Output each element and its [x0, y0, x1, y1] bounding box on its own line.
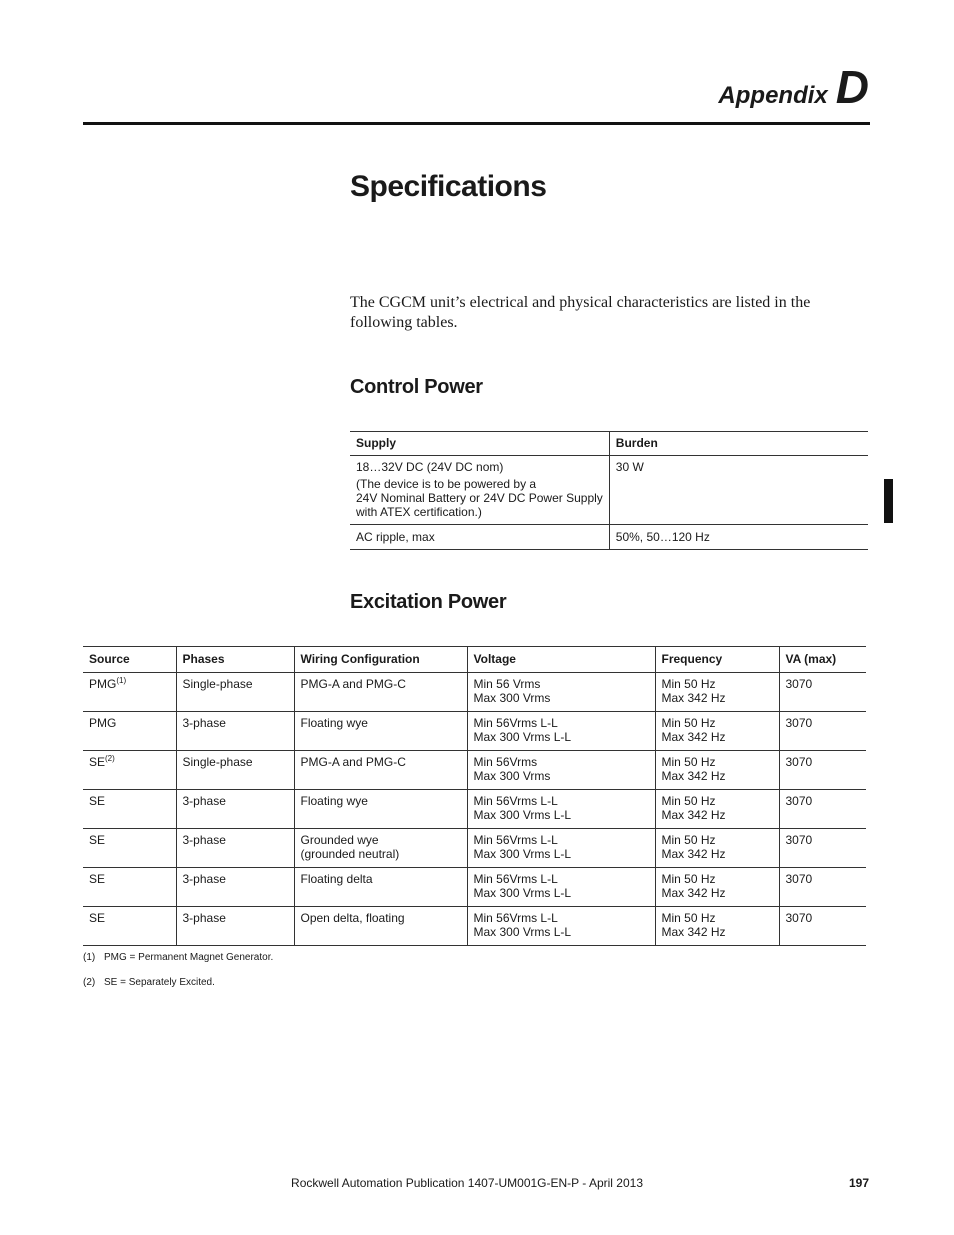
source-cell	[83, 751, 176, 790]
source-cell	[83, 673, 176, 712]
supply-value: 18…32V DC (24V DC nom)	[356, 460, 504, 474]
excitation-power-heading: Excitation Power	[350, 591, 507, 613]
voltage-line: Max 300 Vrms L-L	[473, 730, 572, 744]
phases-cell: 3-phase	[176, 829, 294, 868]
table-header-row	[83, 647, 866, 673]
appendix-heading	[718, 60, 869, 114]
frequency-line: Max 342 Hz	[661, 730, 726, 744]
table-row	[83, 829, 866, 868]
wiring-line: Grounded wye	[300, 833, 379, 847]
supply-note-line: 24V Nominal Battery or 24V DC Power Supply	[356, 491, 603, 505]
va-cell: 3070	[785, 677, 813, 691]
footnote-reference: (1)	[116, 676, 127, 685]
footnote	[83, 977, 215, 988]
voltage-cell	[467, 829, 655, 868]
voltage-line: Max 300 Vrms L-L	[473, 847, 572, 861]
voltage-line: Min 56Vrms L-L	[473, 794, 558, 808]
voltage-line: Max 300 Vrms L-L	[473, 886, 572, 900]
wiring-cell	[294, 751, 467, 790]
frequency-line: Max 342 Hz	[661, 691, 726, 705]
control-power-table	[350, 431, 868, 550]
frequency-line: Max 342 Hz	[661, 847, 726, 861]
voltage-cell	[467, 790, 655, 829]
table-row	[83, 751, 866, 790]
source-value: SE	[89, 911, 106, 925]
frequency-line: Min 50 Hz	[661, 833, 716, 847]
va-cell: 3070	[785, 911, 813, 925]
column-header: Frequency	[655, 647, 779, 673]
voltage-cell	[467, 673, 655, 712]
wiring-line: Floating wye	[300, 716, 368, 730]
frequency-line: Max 342 Hz	[661, 925, 726, 939]
supply-cell	[350, 456, 609, 525]
source-value: SE	[89, 755, 106, 769]
source-value: PMG	[89, 716, 117, 730]
column-header: Wiring Configuration	[294, 647, 467, 673]
va-cell: 3070	[785, 872, 813, 886]
va-cell: 3070	[785, 755, 813, 769]
frequency-line: Max 342 Hz	[661, 808, 726, 822]
va-cell: 3070	[785, 833, 813, 847]
voltage-cell	[467, 712, 655, 751]
table-header-row	[350, 432, 868, 456]
frequency-cell	[655, 790, 779, 829]
source-cell	[83, 907, 176, 946]
wiring-cell	[294, 790, 467, 829]
excitation-power-table	[83, 646, 866, 946]
appendix-word: Appendix	[718, 82, 828, 109]
wiring-cell	[294, 829, 467, 868]
frequency-cell	[655, 673, 779, 712]
voltage-line: Min 56Vrms	[473, 755, 538, 769]
wiring-line: Open delta, floating	[300, 911, 405, 925]
voltage-line: Min 56Vrms L-L	[473, 911, 558, 925]
intro-paragraph: The CGCM unit’s electrical and physical characteristics are listed in the following tables.	[350, 294, 811, 331]
column-header: Supply	[350, 432, 609, 456]
phases-cell: 3-phase	[176, 868, 294, 907]
burden-cell: 50%, 50…120 Hz	[615, 530, 710, 544]
source-cell	[83, 829, 176, 868]
wiring-cell	[294, 712, 467, 751]
voltage-cell	[467, 751, 655, 790]
page-number: 197	[848, 1176, 869, 1190]
column-header: Phases	[176, 647, 294, 673]
voltage-line: Max 300 Vrms	[473, 769, 551, 783]
voltage-line: Max 300 Vrms L-L	[473, 808, 572, 822]
phases-cell: Single-phase	[176, 751, 294, 790]
voltage-line: Max 300 Vrms L-L	[473, 925, 572, 939]
wiring-line: PMG-A and PMG-C	[300, 677, 406, 691]
table-row	[350, 525, 868, 550]
wiring-line: Floating wye	[300, 794, 368, 808]
frequency-cell	[655, 868, 779, 907]
source-cell	[83, 712, 176, 751]
source-value: SE	[89, 872, 106, 886]
wiring-line: PMG-A and PMG-C	[300, 755, 406, 769]
column-header: Burden	[615, 436, 658, 450]
phases-cell: 3-phase	[176, 712, 294, 751]
table-row	[83, 673, 866, 712]
source-cell	[83, 790, 176, 829]
va-cell: 3070	[785, 794, 813, 808]
frequency-line: Min 50 Hz	[661, 794, 716, 808]
frequency-line: Min 50 Hz	[661, 872, 716, 886]
table-row	[350, 456, 868, 525]
frequency-cell	[655, 712, 779, 751]
column-header: VA (max)	[785, 652, 837, 666]
source-value: SE	[89, 794, 106, 808]
table-row	[83, 712, 866, 751]
burden-cell: 30 W	[615, 460, 644, 474]
column-header: Voltage	[467, 647, 655, 673]
footnote-text: PMG = Permanent Magnet Generator.	[104, 952, 274, 963]
source-cell	[83, 868, 176, 907]
table-row	[83, 790, 866, 829]
frequency-line: Min 50 Hz	[661, 716, 716, 730]
wiring-cell	[294, 907, 467, 946]
supply-cell: AC ripple, max	[350, 525, 609, 550]
footnote-number: (1)	[83, 952, 96, 963]
source-value: SE	[89, 833, 106, 847]
wiring-line: (grounded neutral)	[300, 847, 400, 861]
phases-cell: Single-phase	[176, 673, 294, 712]
footnote-number: (2)	[83, 977, 96, 988]
footer-publication: Rockwell Automation Publication 1407-UM001G-EN-P - April 2013	[291, 1176, 643, 1190]
va-cell: 3070	[785, 716, 813, 730]
frequency-line: Min 50 Hz	[661, 911, 716, 925]
frequency-cell	[655, 829, 779, 868]
control-power-heading: Control Power	[350, 376, 483, 398]
supply-note-line: (The device is to be powered by a	[356, 477, 537, 491]
voltage-line: Min 56Vrms L-L	[473, 833, 558, 847]
frequency-line: Min 50 Hz	[661, 755, 716, 769]
frequency-line: Max 342 Hz	[661, 886, 726, 900]
wiring-cell	[294, 868, 467, 907]
wiring-cell	[294, 673, 467, 712]
phases-cell: 3-phase	[176, 907, 294, 946]
footnote	[83, 952, 273, 963]
voltage-cell	[467, 868, 655, 907]
frequency-cell	[655, 907, 779, 946]
table-row	[83, 868, 866, 907]
page-title: Specifications	[350, 170, 547, 203]
voltage-line: Max 300 Vrms	[473, 691, 551, 705]
chapter-tab-marker	[884, 479, 893, 523]
voltage-line: Min 56 Vrms	[473, 677, 541, 691]
header-rule	[83, 122, 870, 125]
column-header: Source	[83, 647, 176, 673]
wiring-line: Floating delta	[300, 872, 373, 886]
phases-cell: 3-phase	[176, 790, 294, 829]
voltage-line: Min 56Vrms L-L	[473, 872, 558, 886]
footnote-text: SE = Separately Excited.	[104, 977, 215, 988]
appendix-letter: D	[835, 61, 869, 113]
frequency-cell	[655, 751, 779, 790]
voltage-cell	[467, 907, 655, 946]
table-row	[83, 907, 866, 946]
frequency-line: Min 50 Hz	[661, 677, 716, 691]
frequency-line: Max 342 Hz	[661, 769, 726, 783]
footnote-reference: (2)	[105, 754, 115, 763]
supply-note-line: with ATEX certification.)	[356, 505, 482, 519]
voltage-line: Min 56Vrms L-L	[473, 716, 558, 730]
source-value: PMG	[89, 677, 117, 691]
